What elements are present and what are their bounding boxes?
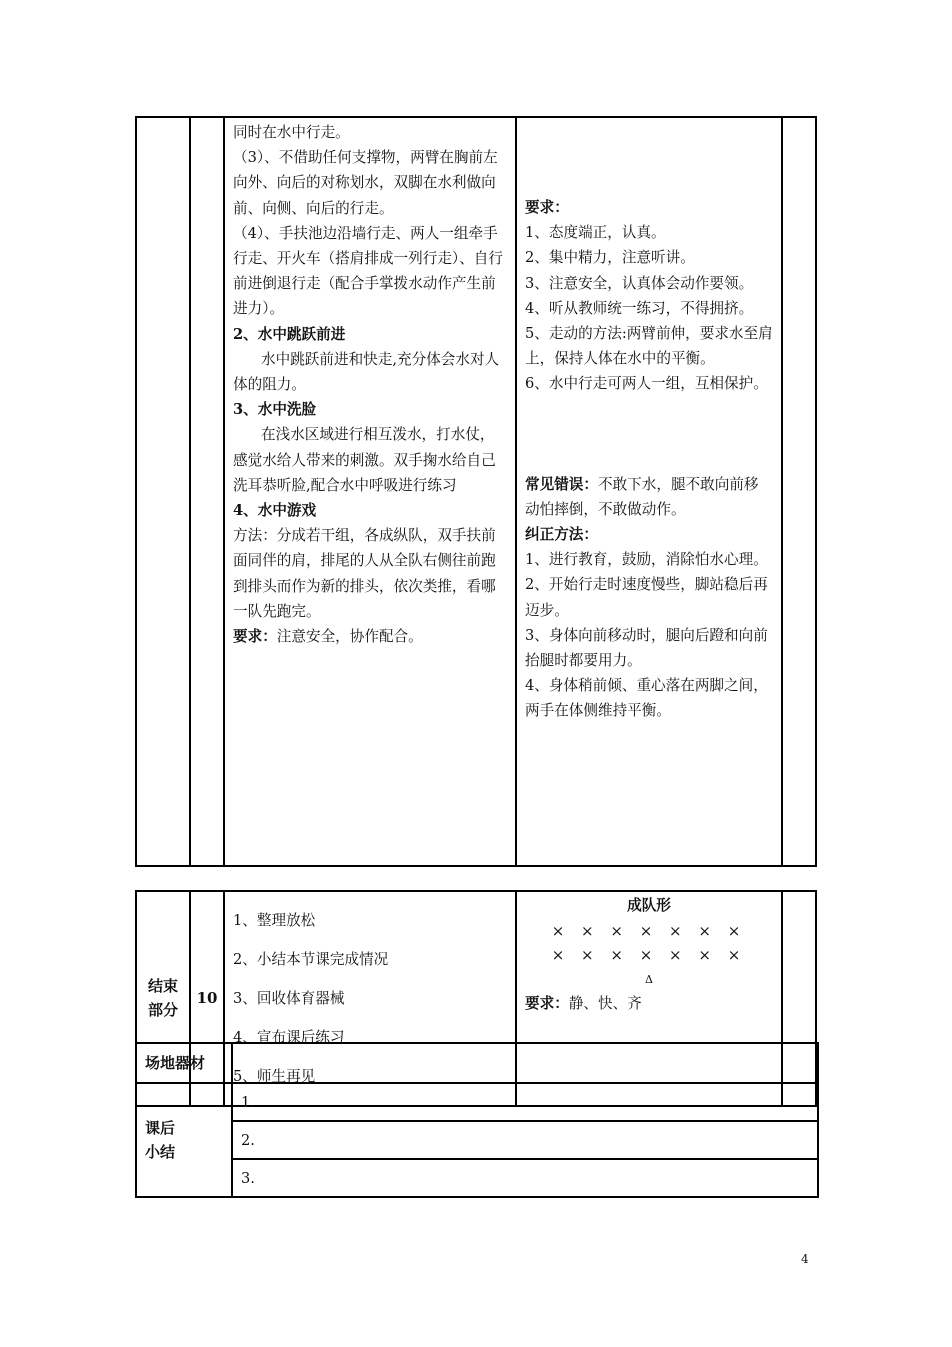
ending-item: 2、小结本节课完成情况 (233, 950, 389, 968)
correction-item: 1、进行教育，鼓励，消除怕水心理。 (525, 551, 768, 569)
content-paragraph: 在浅水区域进行相互泼水，打水仗，感觉水给人带来的刺激。双手掬水给自己洗耳恭听脸,配合水中呼吸进行练习 (233, 426, 496, 494)
formation-row-1: × × × × × × × (551, 921, 747, 940)
notes-cell (782, 117, 816, 866)
content-paragraph: 要求：注意安全，协作配合。 (233, 628, 423, 646)
requirement-item: 3、注意安全，认真体会动作要领。 (525, 274, 754, 292)
corrections-list (525, 547, 773, 723)
formation-req-label: 要求： (525, 995, 569, 1013)
time-cell (190, 117, 224, 866)
correction-item: 4、身体稍前倾、重心落在两脚之间，两手在体侧维持平衡。 (525, 677, 768, 720)
summary-label-line2: 小结 (145, 1143, 176, 1161)
summary-line-3[interactable]: 3. (232, 1159, 818, 1197)
summary-table (135, 1042, 819, 1198)
venue-value-cell[interactable] (232, 1043, 818, 1083)
formation-row-2: × × × × × × × (551, 946, 747, 965)
requirement-item: 5、走动的方法:两臂前伸，要求水至肩上，保持人体在水中的平衡。 (525, 325, 773, 368)
requirements-block (525, 120, 773, 397)
ending-time: 10 (196, 989, 218, 1008)
main-content-cell (224, 117, 516, 866)
content-paragraph: 2、水中跳跃前进 (233, 325, 346, 343)
content-paragraph: 同时在水中行走。 (233, 124, 350, 141)
requirements-list (525, 220, 773, 396)
summary-line-1[interactable]: 1. (232, 1083, 818, 1121)
content-paragraph: 方法：分成若干组，各成纵队，双手扶前面同伴的肩，排尾的人从全队右侧往前跑到排头而作为新的排头，依次类推，看哪一队先跑完。 (233, 527, 496, 620)
correction-item: 3、身体向前移动时，腿向后蹬和向前抬腿时都要用力。 (525, 626, 768, 670)
organization-cell (516, 117, 782, 866)
ending-item: 5、师生再见 (233, 1068, 316, 1086)
page-number: 4 (801, 1252, 809, 1266)
ending-item: 3、回收体育器械 (233, 989, 345, 1007)
requirement-item: 2、集中精力，注意听讲。 (525, 249, 695, 267)
errors-title: 常见错误： (525, 475, 598, 493)
lesson-content-table (135, 116, 817, 867)
summary-line-2[interactable]: 2. (232, 1121, 818, 1159)
venue-label: 场地器材 (145, 1054, 206, 1072)
ending-label-line2: 部分 (147, 1001, 178, 1020)
formation-title: 成队形 (627, 897, 671, 914)
requirement-item: 1、态度端正，认真。 (525, 224, 666, 242)
content-paragraph: 水中跳跃前进和快走,充分体会水对人体的阻力。 (233, 350, 500, 394)
summary-label-line1: 课后 (145, 1119, 176, 1137)
venue-label-cell (136, 1043, 232, 1083)
main-content (225, 118, 515, 649)
content-paragraph: （3）、不借助任何支撑物，两臂在胸前左向外、向后的对称划水，双脚在水利做向前、向侧、向后的行走。 (233, 149, 498, 217)
common-errors-block (525, 397, 773, 724)
ending-item: 4、宣布课后练习 (233, 1029, 345, 1047)
requirements-title: 要求： (525, 199, 569, 216)
formation-req-text: 静、快、齐 (568, 995, 642, 1013)
correction-title: 纠正方法： (525, 526, 598, 544)
section-label-cell (136, 117, 190, 866)
requirement-item: 4、听从教师统一练习，不得拥挤。 (525, 299, 754, 317)
content-paragraph: （4）、手扶池边沿墙行走、两人一组牵手行走、开火车（搭肩排成一列行走）、自行前进倒退行走（配合手掌拨水动作产生前进力）。 (233, 224, 503, 318)
correction-item: 2、开始行走时速度慢些，脚站稳后再迈步。 (525, 576, 768, 619)
content-paragraph: 3、水中洗脸 (233, 401, 317, 419)
errors-text: 不敢下水，腿不敢向前移动怕摔倒，不敢做动作。 (525, 475, 759, 518)
summary-label-cell (136, 1083, 232, 1197)
content-paragraph: 4、水中游戏 (233, 502, 317, 520)
ending-item: 1、整理放松 (233, 911, 316, 929)
ending-label-line1: 结束 (147, 977, 178, 996)
teacher-marker: Δ (645, 972, 653, 986)
requirement-item: 6、水中行走可两人一组，互相保护。 (525, 375, 768, 393)
